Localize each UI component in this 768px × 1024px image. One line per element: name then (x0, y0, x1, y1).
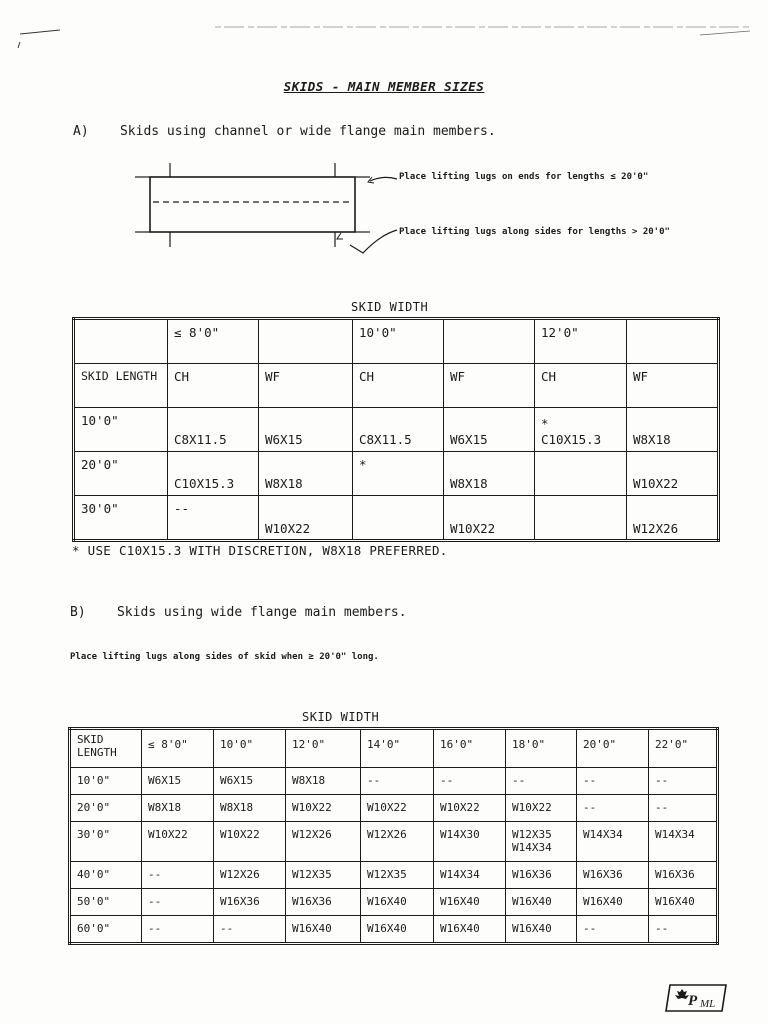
table-b-row (70, 862, 718, 889)
table-b-cell: -- (214, 916, 286, 944)
table-b-cell: W14X34 (577, 822, 649, 862)
table-a-cell: W10X22 (259, 496, 353, 541)
table-b-cell: W6X15 (142, 768, 214, 795)
table-b-cell: -- (649, 916, 718, 944)
table-a-type-ch: CH (168, 364, 259, 408)
note-lugs-ends: Place lifting lugs on ends for lengths ≤ 20'0" (399, 172, 649, 182)
table-b-row (70, 916, 718, 944)
table-a-cell (535, 496, 627, 541)
table-a-cell: C10X15.3 (168, 452, 259, 496)
table-b-cell: -- (577, 795, 649, 822)
table-b-cell: W16X40 (506, 916, 577, 944)
table-b-cell: W16X36 (214, 889, 286, 916)
table-b-width-header: 18'0" (506, 729, 577, 768)
table-a-width-10: 10'0" (353, 319, 444, 364)
table-a-corner (74, 319, 168, 364)
table-a-blank (627, 319, 719, 364)
table-a-cell: W10X22 (444, 496, 535, 541)
pml-logo (664, 983, 728, 1013)
table-b-caption: SKID WIDTH (302, 710, 380, 724)
table-b-length: 20'0" (70, 795, 142, 822)
table-a-caption: SKID WIDTH (351, 300, 429, 314)
skid-diagram (125, 155, 415, 265)
table-b-width-header: 22'0" (649, 729, 718, 768)
table-b-cell: W16X40 (361, 889, 434, 916)
table-a-width-12: 12'0" (535, 319, 627, 364)
table-b-width-header: 10'0" (214, 729, 286, 768)
table-a-length: 20'0" (74, 452, 168, 496)
table-a-type-wf: WF (444, 364, 535, 408)
table-b-cell: W8X18 (214, 795, 286, 822)
page-title: SKIDS - MAIN MEMBER SIZES (283, 79, 485, 94)
table-a-length-label: SKID LENGTH (74, 364, 168, 408)
table-b-cell: W14X34 (649, 822, 718, 862)
table-a-cell: W10X22 (627, 452, 719, 496)
table-b-cell: W10X22 (361, 795, 434, 822)
table-b-length: 60'0" (70, 916, 142, 944)
table-a-type-ch: CH (535, 364, 627, 408)
table-a-cell: * C10X15.3 (535, 408, 627, 452)
table-b-row (70, 822, 718, 862)
table-b-cell: W14X30 (434, 822, 506, 862)
table-b-width-header: 16'0" (434, 729, 506, 768)
table-a-width-8: ≤ 8'0" (168, 319, 259, 364)
scan-artifact-lines (0, 0, 768, 60)
table-a-type-row (74, 364, 719, 408)
table-b-length: 50'0" (70, 889, 142, 916)
table-b-width-header: 14'0" (361, 729, 434, 768)
table-a-cell: W8X18 (627, 408, 719, 452)
table-b-length: 40'0" (70, 862, 142, 889)
table-b-width-header: 20'0" (577, 729, 649, 768)
table-a-length: 10'0" (74, 408, 168, 452)
table-b-row (70, 795, 718, 822)
table-a-width-row (74, 319, 719, 364)
table-b-cell: W12X26 (361, 822, 434, 862)
table-a-cell (535, 452, 627, 496)
table-b-cell: W16X36 (649, 862, 718, 889)
table-a-type-wf: WF (259, 364, 353, 408)
section-b-heading: B) Skids using wide flange main members. (70, 605, 407, 620)
table-b-cell: -- (649, 768, 718, 795)
table-b-cell: -- (142, 862, 214, 889)
table-b-cell: W16X36 (577, 862, 649, 889)
table-b-cell: W8X18 (142, 795, 214, 822)
table-a-length: 30'0" (74, 496, 168, 541)
table-b-cell: -- (361, 768, 434, 795)
table-b-cell: W16X36 (286, 889, 361, 916)
table-a (72, 317, 720, 542)
table-b-cell: W10X22 (214, 822, 286, 862)
note-lugs-sides: Place lifting lugs along sides for lengths > 20'0" (399, 227, 670, 237)
table-b-cell: W16X40 (434, 916, 506, 944)
table-b-cell: -- (577, 768, 649, 795)
table-b-cell: W16X40 (506, 889, 577, 916)
table-a-type-ch: CH (353, 364, 444, 408)
table-a-cell: W12X26 (627, 496, 719, 541)
note-lugs-skid: Place lifting lugs along sides of skid when ≥ 20'0" long. (70, 652, 379, 662)
table-b-cell: W10X22 (506, 795, 577, 822)
table-a-cell: -- (168, 496, 259, 541)
table-b-width-header: ≤ 8'0" (142, 729, 214, 768)
table-b-width-header: 12'0" (286, 729, 361, 768)
table-b-cell: W16X36 (506, 862, 577, 889)
table-a-blank (444, 319, 535, 364)
table-a-cell: W8X18 (444, 452, 535, 496)
svg-text:ML: ML (700, 998, 716, 1010)
table-b-cell: W16X40 (577, 889, 649, 916)
table-a-blank (259, 319, 353, 364)
table-b-cell: W12X26 (286, 822, 361, 862)
table-b-cell: -- (649, 795, 718, 822)
table-a-cell: W8X18 (259, 452, 353, 496)
table-a-row (74, 452, 719, 496)
table-b-cell: W16X40 (286, 916, 361, 944)
table-a-cell: C8X11.5 (168, 408, 259, 452)
table-a-row (74, 496, 719, 541)
table-b-cell: W12X35 (286, 862, 361, 889)
table-b-cell: W12X35 (361, 862, 434, 889)
table-b-length: 10'0" (70, 768, 142, 795)
table-a-row (74, 408, 719, 452)
table-b-length-label: SKID LENGTH (70, 729, 142, 768)
table-a-cell: W6X15 (259, 408, 353, 452)
table-b-row (70, 889, 718, 916)
table-b-cell: W10X22 (434, 795, 506, 822)
table-b-length: 30'0" (70, 822, 142, 862)
table-b-cell: W12X26 (214, 862, 286, 889)
table-b-cell: W12X35 W14X34 (506, 822, 577, 862)
table-b-cell: -- (434, 768, 506, 795)
table-b-width-row (70, 729, 718, 768)
table-b-cell: -- (577, 916, 649, 944)
table-b-cell: W6X15 (214, 768, 286, 795)
table-b-cell: -- (142, 916, 214, 944)
table-a-footnote: * USE C10X15.3 WITH DISCRETION, W8X18 PREFERRED. (72, 543, 448, 558)
table-b-cell: W8X18 (286, 768, 361, 795)
table-a-cell: * (353, 452, 444, 496)
table-b-cell: -- (142, 889, 214, 916)
table-b-cell: W10X22 (142, 822, 214, 862)
table-a-cell (353, 496, 444, 541)
table-b-cell: -- (506, 768, 577, 795)
svg-text:P: P (688, 993, 698, 1009)
table-a-type-wf: WF (627, 364, 719, 408)
table-a-cell: W6X15 (444, 408, 535, 452)
section-a-heading: A) Skids using channel or wide flange main members. (73, 124, 496, 139)
table-b-row (70, 768, 718, 795)
table-b-cell: W14X34 (434, 862, 506, 889)
table-b-cell: W16X40 (649, 889, 718, 916)
table-b (68, 727, 719, 945)
table-b-cell: W10X22 (286, 795, 361, 822)
table-b-cell: W16X40 (361, 916, 434, 944)
table-b-cell: W16X40 (434, 889, 506, 916)
table-a-cell: C8X11.5 (353, 408, 444, 452)
